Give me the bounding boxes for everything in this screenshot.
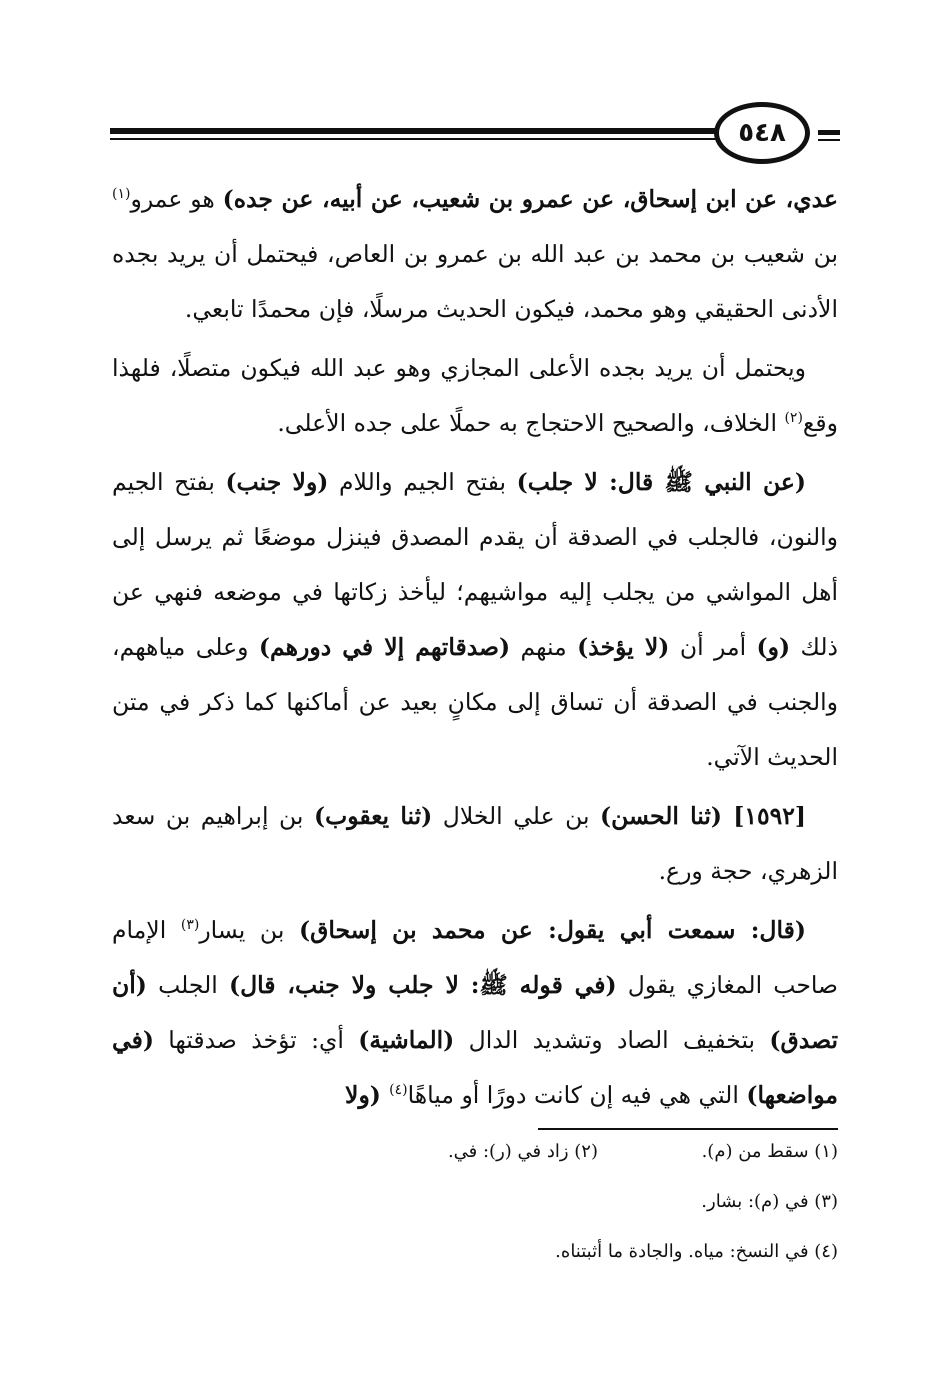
text-run: أمر أن — [669, 633, 757, 661]
text-run: الخلاف، والصحيح الاحتجاج به حملًا على جده الأعلى. — [277, 409, 785, 437]
text-run: أي: تؤخذ صدقتها — [153, 1026, 359, 1054]
footnotes — [112, 1140, 838, 1290]
text-run: بن إبراهيم بن سعد الزهري، حجة ورع. — [112, 802, 838, 885]
text-run: (صدقاتهم إلا في دورهم) — [258, 633, 511, 661]
text-run: (و) — [756, 633, 791, 661]
text-run: عدي، عن ابن إسحاق، عن عمرو بن شعيب، عن أبيه، عن جده) — [222, 185, 838, 213]
header-rule-right-thin — [818, 139, 840, 141]
footnote-ref: (١) — [112, 186, 131, 203]
footnote-4: (٤) في النسخ: مياه. والجادة ما أثبتناه. — [555, 1241, 838, 1262]
footnote-rule — [538, 1128, 838, 1130]
text-run: (ولا — [345, 1081, 390, 1109]
text-run: (ولا جنب) — [225, 468, 329, 496]
text-run: (أن تصدق) — [112, 971, 839, 1054]
page-number-badge — [714, 102, 810, 164]
text-run: بن علي الخلال — [432, 802, 601, 830]
footnote-ref: (٢) — [784, 410, 803, 427]
paragraph — [112, 341, 838, 451]
page-number: ٥٤٨ — [738, 118, 786, 148]
text-run: (في مواضعها) — [112, 1026, 838, 1109]
text-run: بتخفيف الصاد وتشديد الدال — [454, 1026, 770, 1054]
text-run: [١٥٩٢] (ثنا الحسن) — [600, 802, 806, 830]
footnote-3: (٣) في (م): بشار. — [701, 1191, 838, 1212]
text-run: الجلب — [146, 971, 229, 999]
text-run: وعلى مياههم، والجنب في الصدقة أن تساق إلى مكانٍ بعيد عن أماكنها كما ذكر في متن الحديث الآتي. — [112, 633, 838, 771]
text-run: (الماشية) — [358, 1026, 455, 1054]
text-run: هو عمرو — [130, 185, 223, 213]
text-run: (عن النبي ﷺ قال: لا جلب) — [516, 468, 806, 496]
footnote-ref: (٣) — [180, 917, 200, 934]
paragraph — [112, 455, 838, 785]
text-run: بفتح الجيم والنون، فالجلب في الصدقة أن يقدم المصدق فينزل موضعًا ثم يرسل إلى أهل المواشي من يجلب إليه مواشيهم؛ ليأخذ زكاتها في موضعه فنهي عن ذلك — [112, 468, 838, 661]
paragraph — [112, 789, 838, 899]
header-rule — [110, 128, 722, 134]
text-run: (قال: سمعت أبي يقول: عن محمد بن إسحاق) — [298, 916, 807, 944]
paragraph — [112, 172, 838, 337]
text-run: منهم — [510, 633, 578, 661]
footnote-2: (٢) زاد في (ر): في. — [447, 1141, 598, 1162]
text-run: التي هي فيه إن كانت دورًا أو مياهًا — [407, 1081, 747, 1109]
header-rule-thin — [110, 138, 722, 140]
text-run: ويحتمل أن يريد بجده الأعلى المجازي وهو عبد الله فيكون متصلًا، فلهذا وقع — [112, 354, 838, 437]
text-run: بن شعيب بن محمد بن عبد الله بن عمرو بن العاص، فيحتمل أن يريد بجده الأدنى الحقيقي وهو محمد، فيكون الحديث مرسلًا، فإن محمدًا تابعي. — [112, 240, 838, 323]
text-run: بن يسار — [199, 916, 299, 944]
paragraph — [112, 903, 838, 1123]
text-run: (لا يؤخذ) — [577, 633, 670, 661]
text-run: (في قوله ﷺ: لا جلب ولا جنب، قال) — [228, 971, 617, 999]
main-text — [112, 172, 838, 1123]
footnote-1: (١) سقط من (م). — [701, 1141, 838, 1162]
text-run: (ثنا يعقوب) — [313, 802, 433, 830]
header-rule-right — [818, 130, 840, 135]
text-run: بفتح الجيم واللام — [328, 468, 517, 496]
text-run: الإمام صاحب المغازي يقول — [112, 916, 838, 999]
footnote-ref: (٤) — [389, 1082, 408, 1099]
page-header — [110, 100, 840, 170]
